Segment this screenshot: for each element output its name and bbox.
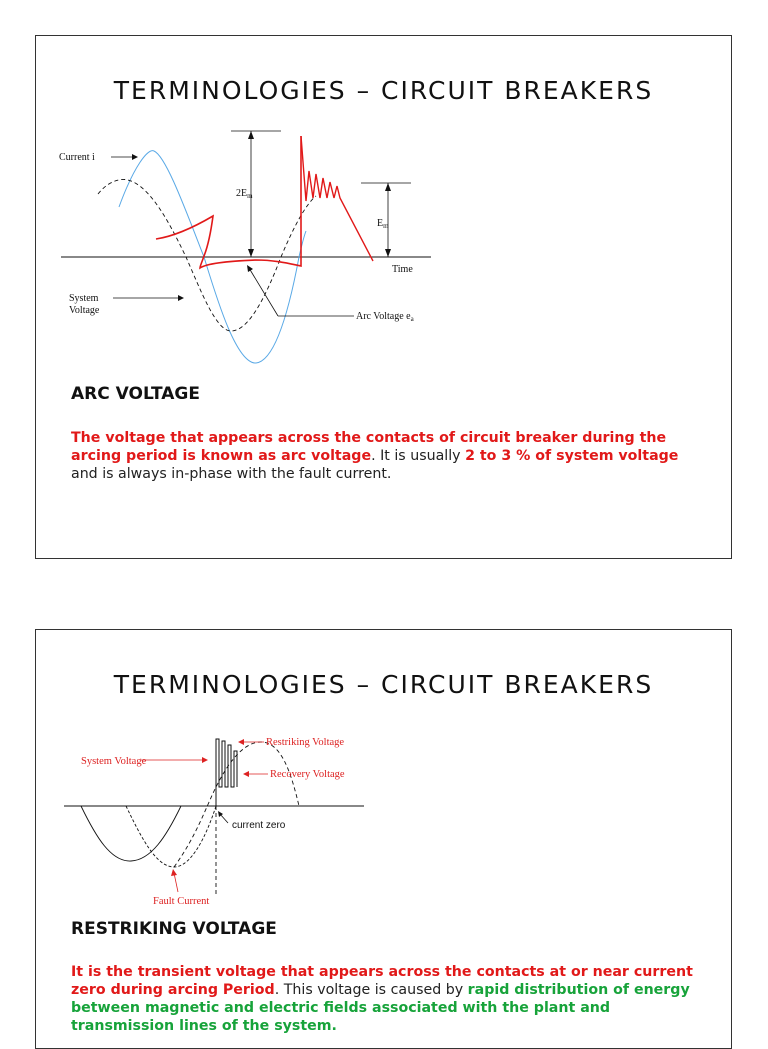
- two-em-label: $2E_m$: [236, 188, 253, 200]
- slide-title: TERMINOLOGIES – CIRCUIT BREAKERS: [113, 670, 654, 699]
- slide-arc-voltage: [35, 35, 732, 559]
- arc-voltage-hook: [156, 136, 301, 268]
- section-heading: RESTRIKING VOLTAGE: [71, 919, 277, 939]
- current-label: Current i: [59, 152, 95, 163]
- fault-current-wave: [81, 806, 181, 861]
- definition-text-end: and is always in-phase with the fault current.: [71, 466, 392, 482]
- definition-highlight: The voltage that appears across the contacts of circuit breaker during the arcing period is known as arc voltage: [71, 430, 667, 464]
- definition-highlight: It is the transient voltage that appears across the contacts at or near current zero during arcing Period: [71, 964, 693, 998]
- definition-text: . This voltage is caused by: [274, 982, 468, 998]
- fault-current-label: Fault Current: [153, 896, 210, 907]
- arc-voltage-diagram: [56, 126, 456, 371]
- current-zero-label: current zero: [232, 820, 286, 831]
- definition-text: . It is usually: [371, 448, 466, 464]
- system-voltage-wave: [98, 179, 316, 331]
- cause-highlight: rapid distribution of energy between magnetic and electric fields associated with the plant and transmission lines of the system.: [71, 982, 690, 1034]
- restriking-voltage-label: Restriking Voltage: [266, 737, 345, 748]
- em-label: $E_m$: [377, 218, 389, 230]
- slide-title: TERMINOLOGIES – CIRCUIT BREAKERS: [113, 76, 654, 105]
- system-voltage-label: System Voltage: [81, 756, 147, 767]
- restrike-oscillation: [301, 136, 373, 261]
- recovery-voltage-label: Recovery Voltage: [270, 769, 345, 780]
- arc-voltage-label: Arc Voltage $e_a$: [356, 311, 414, 323]
- slide-restriking-voltage: [35, 629, 732, 1049]
- restriking-voltage-diagram: [56, 727, 416, 912]
- definition-paragraph: [71, 429, 701, 483]
- definition-paragraph: [71, 963, 701, 1035]
- system-voltage-label-2: Voltage: [69, 305, 100, 316]
- time-label: Time: [392, 264, 413, 275]
- percentage-highlight: 2 to 3 % of system voltage: [465, 448, 679, 464]
- system-voltage-label-1: System: [69, 293, 99, 304]
- restriking-oscillation: [216, 739, 237, 806]
- section-heading: ARC VOLTAGE: [71, 384, 200, 404]
